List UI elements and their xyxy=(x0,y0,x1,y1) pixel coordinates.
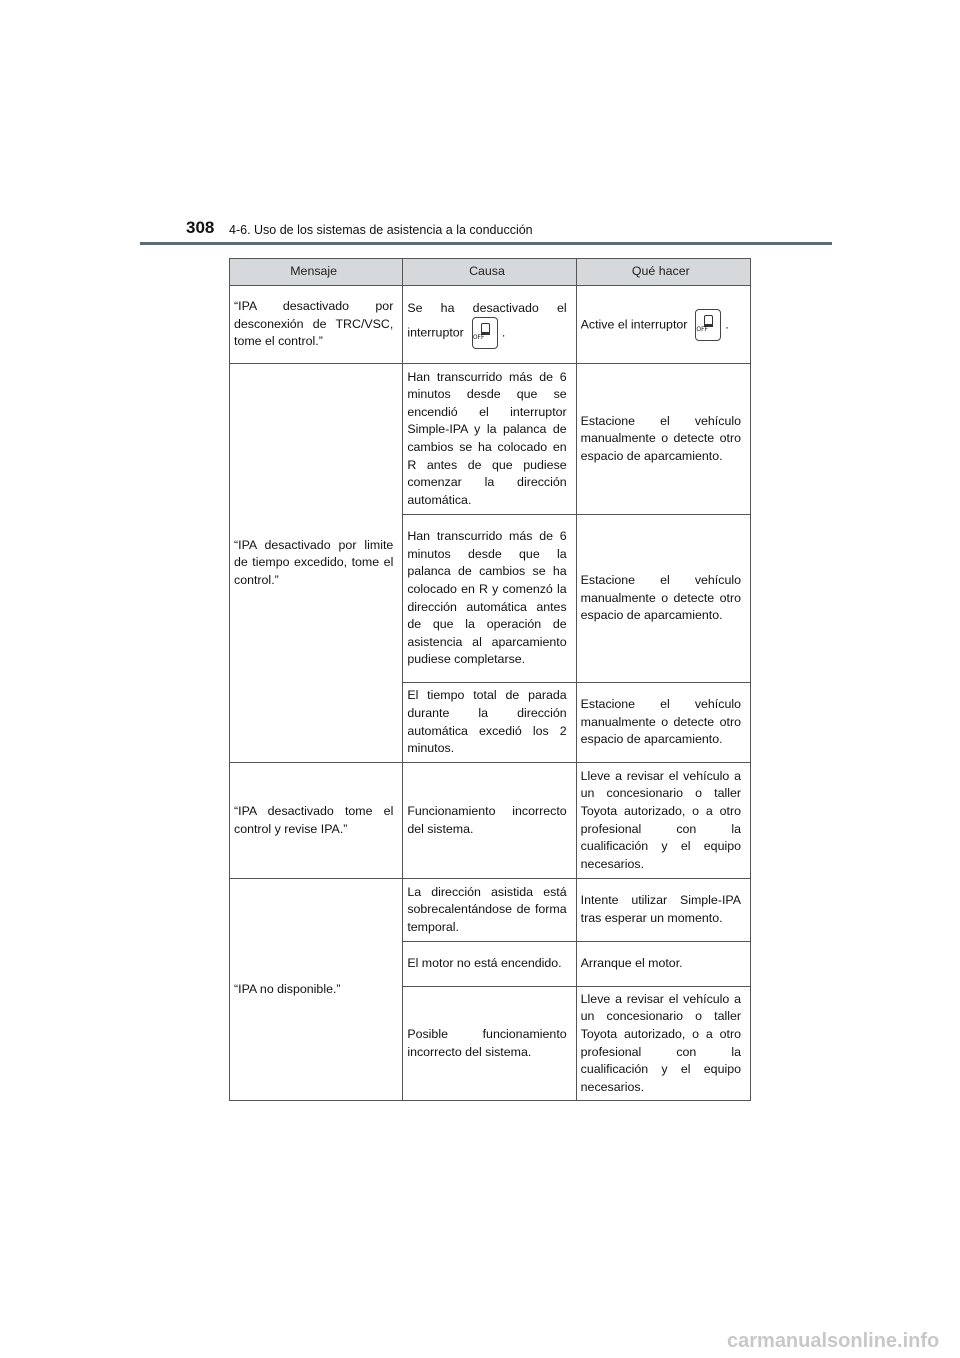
table-row xyxy=(230,763,751,879)
column-header-cause: Causa xyxy=(403,259,576,286)
switch-icon-label: OFF xyxy=(696,325,709,333)
cause-cell: Funcionamiento incorrecto del sistema. xyxy=(403,763,576,879)
action-cell: Arranque el motor. xyxy=(576,942,750,987)
watermark-logo: carmanualsonline.info xyxy=(727,1330,940,1352)
cause-text-end: . xyxy=(501,325,506,340)
table-row xyxy=(230,364,751,515)
switch-icon-label: OFF xyxy=(472,334,485,342)
action-text: Active el interruptor xyxy=(580,316,688,331)
simple-ipa-switch-icon xyxy=(472,317,498,349)
action-cell: Estacione el vehículo manualmente o detecte otro espacio de aparcamiento. xyxy=(576,364,750,515)
cause-cell: Posible funcionamiento incorrecto del sistema. xyxy=(403,987,576,1101)
action-cell: Estacione el vehículo manualmente o detecte otro espacio de aparcamiento. xyxy=(576,515,750,683)
table-row xyxy=(230,879,751,942)
message-table xyxy=(229,258,751,1101)
cause-cell: El motor no está encendido. xyxy=(403,942,576,987)
cause-cell: La dirección asistida está sobrecalentándose de forma temporal. xyxy=(403,879,576,942)
message-cell: “IPA desactivado por limite de tiempo excedido, tome el control.” xyxy=(230,364,403,763)
table-row xyxy=(230,286,751,364)
action-cell: Lleve a revisar el vehículo a un concesionario o taller Toyota autorizado, o a otro profesional con la cualificación y el equipo necesarios. xyxy=(576,987,750,1101)
page-number: 308 xyxy=(186,218,215,237)
message-cell: “IPA no disponible.” xyxy=(230,879,403,1101)
action-text-end: . xyxy=(725,316,729,331)
cause-cell: El tiempo total de parada durante la dirección automática excedió los 2 minutos. xyxy=(403,683,576,763)
cause-cell: Han transcurrido más de 6 minutos desde que la palanca de cambios se ha colocado en R y comenzó la dirección automática antes de que la operación de asistencia al aparcamiento pudiese completarse. xyxy=(403,515,576,683)
cause-text: Se ha desactivado el interruptor xyxy=(407,300,567,340)
column-header-action: Qué hacer xyxy=(576,259,750,286)
action-cell xyxy=(576,286,750,364)
section-title: 4-6. Uso de los sistemas de asistencia a la conducción xyxy=(229,223,533,237)
column-header-message: Mensaje xyxy=(230,259,403,286)
action-cell: Lleve a revisar el vehículo a un concesionario o taller Toyota autorizado, o a otro profesional con la cualificación y el equipo necesarios. xyxy=(576,763,750,879)
table-header-row xyxy=(230,259,751,286)
cause-cell: Han transcurrido más de 6 minutos desde que se encendió el interruptor Simple-IPA y la palanca de cambios se ha colocado en R antes de que pudiese comenzar la dirección automática. xyxy=(403,364,576,515)
message-cell: “IPA desactivado tome el control y revise IPA.” xyxy=(230,763,403,879)
header-rule xyxy=(140,242,832,245)
simple-ipa-switch-icon xyxy=(695,309,721,341)
cause-cell xyxy=(403,286,576,364)
action-cell: Intente utilizar Simple-IPA tras esperar un momento. xyxy=(576,879,750,942)
action-cell: Estacione el vehículo manualmente o detecte otro espacio de aparcamiento. xyxy=(576,683,750,763)
message-cell: “IPA desactivado por desconexión de TRC/VSC, tome el control.” xyxy=(230,286,403,364)
